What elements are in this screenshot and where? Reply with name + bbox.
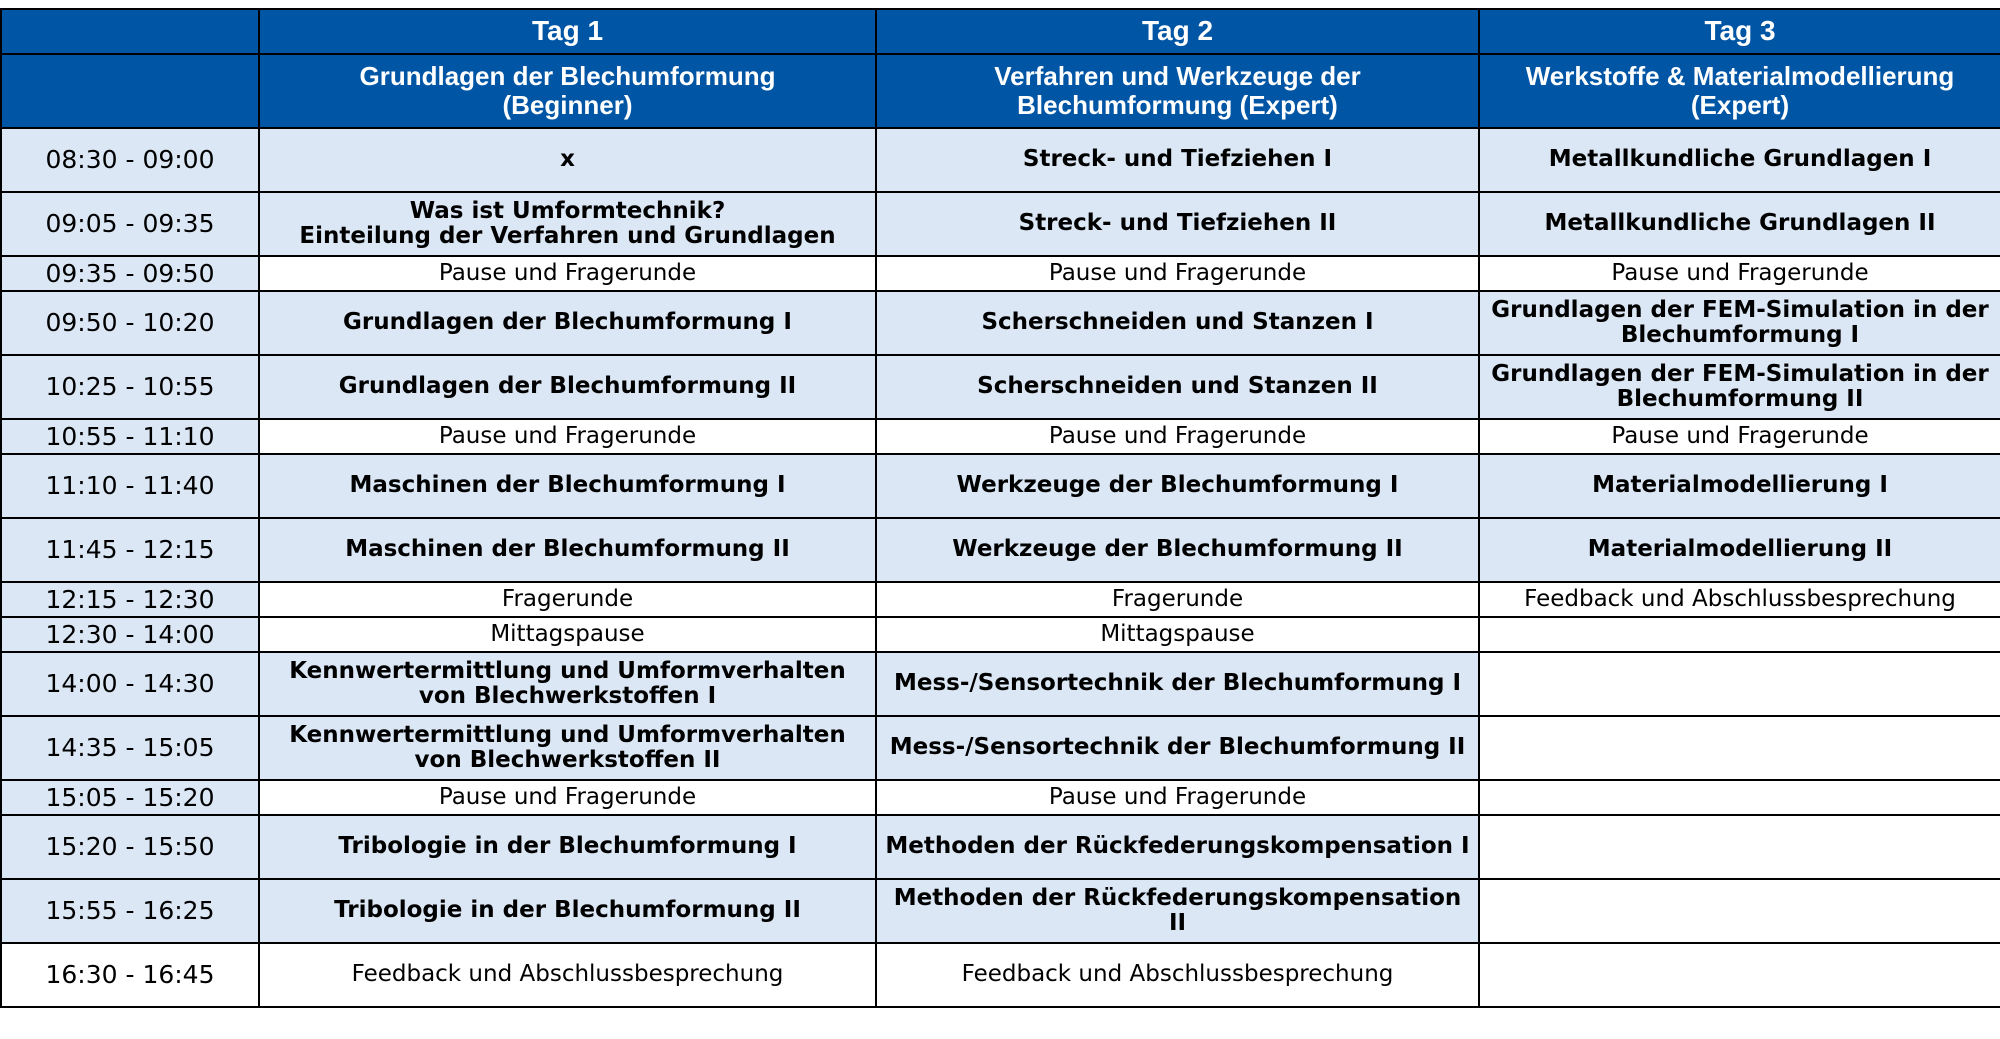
time-slot: 11:45 - 12:15 (1, 518, 259, 582)
schedule-row (1, 652, 2000, 716)
day-1-cell: Feedback und Abschlussbesprechung (259, 943, 876, 1007)
day-2-cell: Methoden der Rückfederungskompensation II (876, 879, 1479, 943)
schedule-row (1, 291, 2000, 355)
day-2-cell: Mittagspause (876, 617, 1479, 652)
time-slot: 12:15 - 12:30 (1, 582, 259, 617)
day-3-cell (1479, 815, 2000, 879)
day-2-cell: Pause und Fragerunde (876, 780, 1479, 815)
day-3-cell: Feedback und Abschlussbesprechung (1479, 582, 2000, 617)
schedule-row (1, 355, 2000, 419)
day-2-cell: Streck- und Tiefziehen II (876, 192, 1479, 256)
day-2-cell: Feedback und Abschlussbesprechung (876, 943, 1479, 1007)
day-1-cell: Pause und Fragerunde (259, 256, 876, 291)
day-2-cell: Pause und Fragerunde (876, 256, 1479, 291)
day-2-cell: Mess-/Sensortechnik der Blechumformung I (876, 652, 1479, 716)
day-1-cell: Maschinen der Blechumformung I (259, 454, 876, 518)
day-header-row (1, 9, 2000, 54)
day-2-cell: Pause und Fragerunde (876, 419, 1479, 454)
schedule-row (1, 454, 2000, 518)
time-slot: 16:30 - 16:45 (1, 943, 259, 1007)
day-3-cell (1479, 716, 2000, 780)
day-2-cell: Werkzeuge der Blechumformung I (876, 454, 1479, 518)
day-3-cell (1479, 780, 2000, 815)
day-2-cell: Fragerunde (876, 582, 1479, 617)
schedule-row (1, 256, 2000, 291)
time-slot: 10:55 - 11:10 (1, 419, 259, 454)
day-1-cell: Fragerunde (259, 582, 876, 617)
day-2-cell: Mess-/Sensortechnik der Blechumformung II (876, 716, 1479, 780)
day-1-cell: Pause und Fragerunde (259, 419, 876, 454)
time-slot: 09:35 - 09:50 (1, 256, 259, 291)
day-1-cell: Grundlagen der Blechumformung I (259, 291, 876, 355)
day-3-subtitle: Werkstoffe & Materialmodellierung (Expert) (1479, 54, 2000, 128)
time-slot: 08:30 - 09:00 (1, 128, 259, 192)
day-2-cell: Scherschneiden und Stanzen I (876, 291, 1479, 355)
day-1-cell: Maschinen der Blechumformung II (259, 518, 876, 582)
schedule-row (1, 716, 2000, 780)
day-1-cell: Grundlagen der Blechumformung II (259, 355, 876, 419)
day-1-cell: Was ist Umformtechnik? Einteilung der Verfahren und Grundlagen (259, 192, 876, 256)
day-3-cell: Grundlagen der FEM-Simulation in der Blechumformung II (1479, 355, 2000, 419)
day-1-cell: Kennwertermittlung und Umformverhalten von Blechwerkstoffen II (259, 716, 876, 780)
day-1-cell: Tribologie in der Blechumformung II (259, 879, 876, 943)
schedule-row (1, 582, 2000, 617)
schedule-row (1, 617, 2000, 652)
schedule-row (1, 943, 2000, 1007)
day-3-cell (1479, 943, 2000, 1007)
time-slot: 15:05 - 15:20 (1, 780, 259, 815)
day-1-cell: Mittagspause (259, 617, 876, 652)
time-slot: 09:05 - 09:35 (1, 192, 259, 256)
day-1-subtitle: Grundlagen der Blechumformung (Beginner) (259, 54, 876, 128)
day-2-cell: Methoden der Rückfederungskompensation I (876, 815, 1479, 879)
day-3-cell: Pause und Fragerunde (1479, 256, 2000, 291)
schedule-row (1, 879, 2000, 943)
schedule-row (1, 780, 2000, 815)
time-slot: 15:20 - 15:50 (1, 815, 259, 879)
day-2-cell: Scherschneiden und Stanzen II (876, 355, 1479, 419)
day-3-cell: Pause und Fragerunde (1479, 419, 2000, 454)
schedule-row (1, 128, 2000, 192)
day-2-cell: Werkzeuge der Blechumformung II (876, 518, 1479, 582)
time-slot: 14:35 - 15:05 (1, 716, 259, 780)
day-3-cell: Grundlagen der FEM-Simulation in der Blechumformung I (1479, 291, 2000, 355)
schedule-row (1, 815, 2000, 879)
day-1-cell: x (259, 128, 876, 192)
schedule-row (1, 192, 2000, 256)
day-3-cell: Metallkundliche Grundlagen II (1479, 192, 2000, 256)
time-slot: 14:00 - 14:30 (1, 652, 259, 716)
day-subtitle-row (1, 54, 2000, 128)
day-3-cell (1479, 617, 2000, 652)
time-slot: 11:10 - 11:40 (1, 454, 259, 518)
day-1-cell: Kennwertermittlung und Umformverhalten von Blechwerkstoffen I (259, 652, 876, 716)
time-slot: 15:55 - 16:25 (1, 879, 259, 943)
day-1-header: Tag 1 (259, 9, 876, 54)
day-1-cell: Tribologie in der Blechumformung I (259, 815, 876, 879)
header-corner-cell-lower (1, 54, 259, 128)
day-2-subtitle: Verfahren und Werkzeuge der Blechumformung (Expert) (876, 54, 1479, 128)
time-slot: 09:50 - 10:20 (1, 291, 259, 355)
schedule-row (1, 518, 2000, 582)
day-3-cell (1479, 652, 2000, 716)
day-3-cell: Metallkundliche Grundlagen I (1479, 128, 2000, 192)
day-3-cell: Materialmodellierung II (1479, 518, 2000, 582)
day-3-cell: Materialmodellierung I (1479, 454, 2000, 518)
day-2-cell: Streck- und Tiefziehen I (876, 128, 1479, 192)
time-slot: 12:30 - 14:00 (1, 617, 259, 652)
schedule-row (1, 419, 2000, 454)
day-3-cell (1479, 879, 2000, 943)
day-2-header: Tag 2 (876, 9, 1479, 54)
schedule-body (1, 128, 2000, 1007)
day-1-cell: Pause und Fragerunde (259, 780, 876, 815)
time-slot: 10:25 - 10:55 (1, 355, 259, 419)
day-3-header: Tag 3 (1479, 9, 2000, 54)
schedule-table (0, 8, 2000, 1008)
header-corner-cell (1, 9, 259, 54)
